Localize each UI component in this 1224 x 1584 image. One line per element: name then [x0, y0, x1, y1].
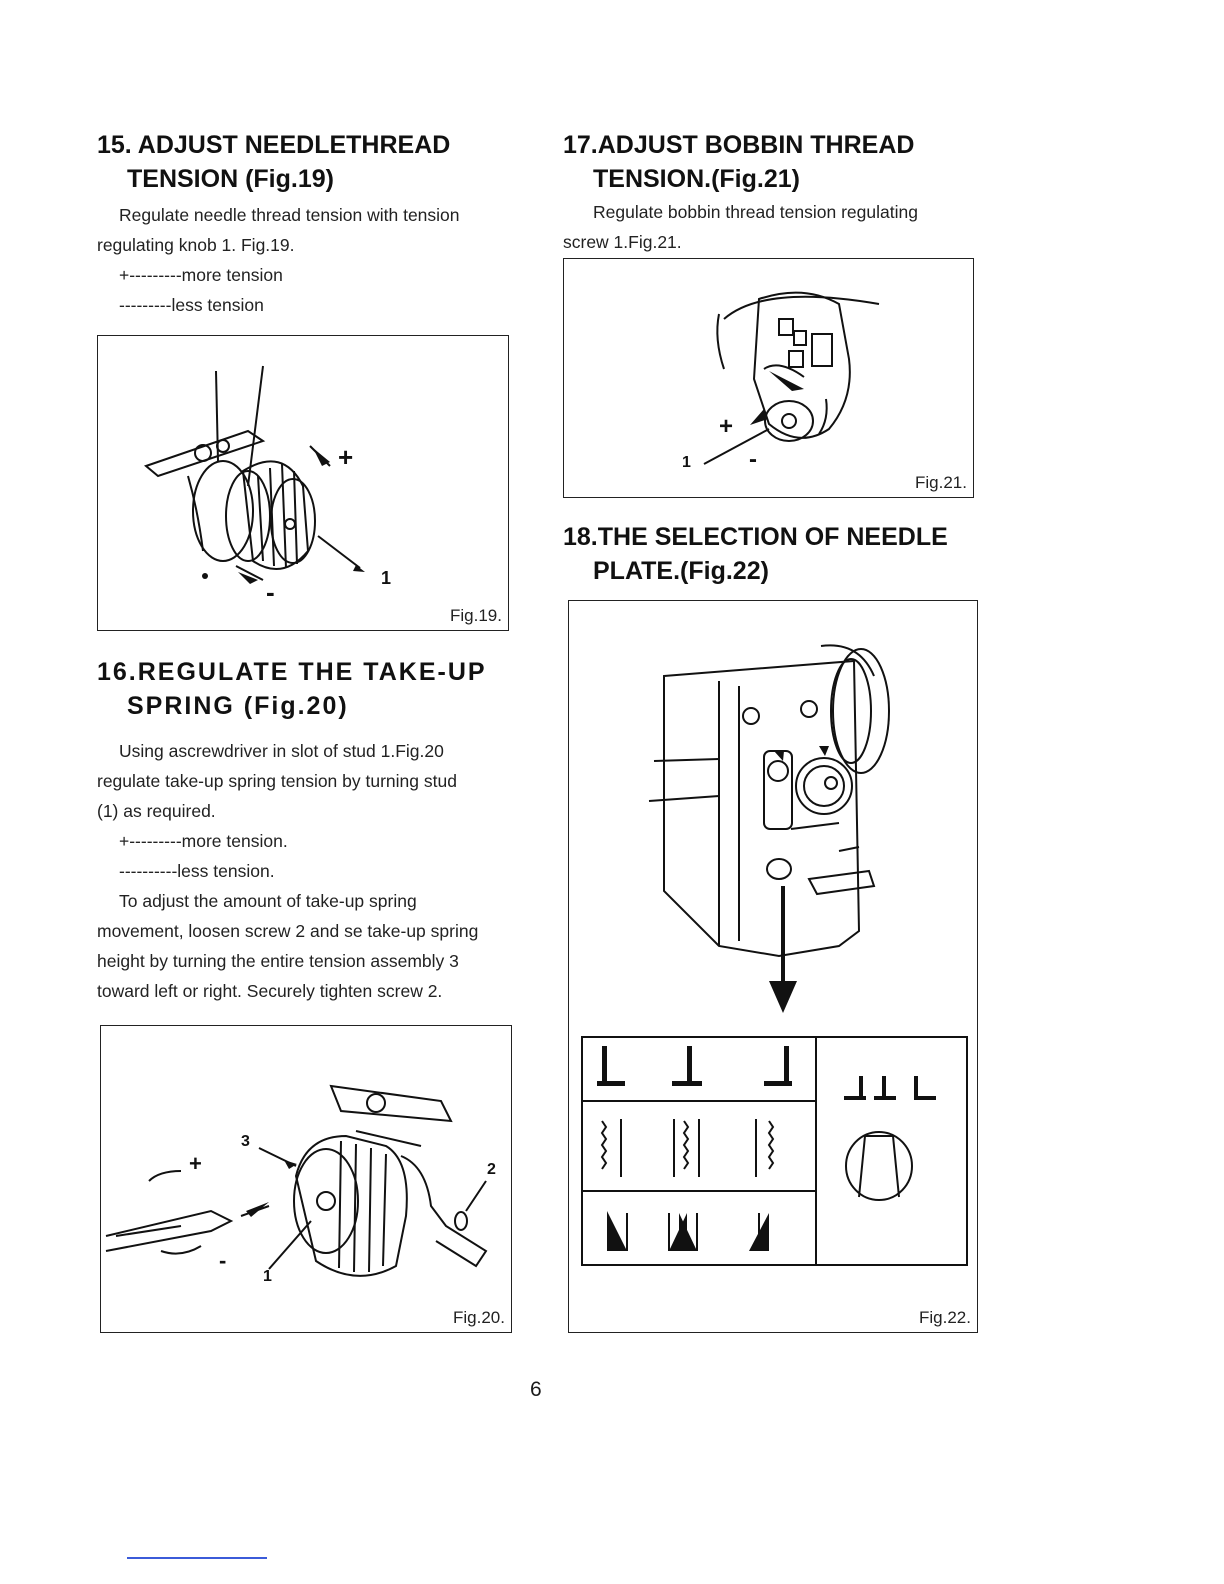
bobbin-case-illustration	[564, 259, 975, 499]
section-15-body	[97, 200, 460, 320]
section-18-title-line2: PLATE.(Fig.22)	[593, 557, 769, 585]
take-up-spring-illustration	[101, 1026, 513, 1334]
section-17-body	[563, 197, 918, 257]
figure-20-label: Fig.20.	[453, 1308, 505, 1327]
figure-21-callout-1: 1	[682, 454, 691, 471]
page-number: 6	[530, 1378, 542, 1401]
section-17-title-line1: 17.ADJUST BOBBIN THREAD	[563, 131, 915, 159]
figure-21-minus-callout: -	[749, 446, 757, 473]
section-16-title	[97, 655, 487, 723]
figure-21-plus-callout: +	[719, 413, 734, 440]
figure-20-callout-1: 1	[263, 1268, 272, 1285]
section-15-more-tension: +---------more tension	[119, 265, 283, 285]
section-16-title-line2: SPRING (Fig.20)	[127, 692, 349, 720]
figure-19-minus-callout: -	[266, 577, 275, 607]
section-16-title-line1: 16.REGULATE THE TAKE-UP	[97, 658, 487, 686]
section-15-title	[97, 128, 450, 196]
section-15-less-tension: ---------less tension	[119, 295, 264, 315]
section-16-body-line: toward left or right. Securely tighten screw 2.	[97, 981, 443, 1001]
figure-19-plus-callout: +	[338, 442, 354, 472]
section-16-body	[97, 736, 478, 1006]
figure-20-callout-3: 3	[241, 1133, 250, 1150]
section-17-title	[563, 128, 914, 196]
figure-19-callout-1: 1	[381, 568, 392, 588]
section-15-title-line2: TENSION (Fig.19)	[127, 165, 334, 193]
section-16-body-line: regulate take-up spring tension by turning stud	[97, 771, 457, 791]
section-16-more-tension: +---------more tension.	[119, 831, 288, 851]
tension-knob-illustration	[98, 336, 510, 632]
section-16-body-line: (1) as required.	[97, 801, 216, 821]
figure-22-label: Fig.22.	[919, 1308, 971, 1327]
figure-20-plus-callout: +	[189, 1151, 202, 1176]
section-16-body-line: To adjust the amount of take-up spring	[119, 891, 417, 911]
section-17-body-line: Regulate bobbin thread tension regulating	[593, 202, 918, 222]
section-15-body-line: Regulate needle thread tension with tension	[119, 205, 460, 225]
figure-20	[100, 1025, 512, 1333]
footer-link-underline	[127, 1557, 267, 1559]
section-16-body-line: Using ascrewdriver in slot of stud 1.Fig.20	[119, 741, 444, 761]
section-15-title-line1: 15. ADJUST NEEDLETHREAD	[97, 131, 451, 159]
figure-20-callout-2: 2	[487, 1161, 496, 1178]
figure-20-minus-callout: -	[219, 1248, 227, 1273]
section-17-body-line: screw 1.Fig.21.	[563, 232, 682, 252]
section-16-body-line: height by turning the entire tension assembly 3	[97, 951, 459, 971]
needle-plate-selection-illustration	[569, 601, 979, 1334]
section-18-title-line1: 18.THE SELECTION OF NEEDLE	[563, 523, 948, 551]
figure-19-label: Fig.19.	[450, 606, 502, 625]
figure-21	[563, 258, 974, 498]
section-17-title-line2: TENSION.(Fig.21)	[593, 165, 800, 193]
section-16-body-line: movement, loosen screw 2 and se take-up spring	[97, 921, 479, 941]
figure-19	[97, 335, 509, 631]
section-18-title	[563, 520, 948, 588]
figure-21-label: Fig.21.	[915, 473, 967, 492]
section-16-less-tension: ----------less tension.	[119, 861, 275, 881]
section-15-body-line: regulating knob 1. Fig.19.	[97, 235, 295, 255]
figure-22	[568, 600, 978, 1333]
